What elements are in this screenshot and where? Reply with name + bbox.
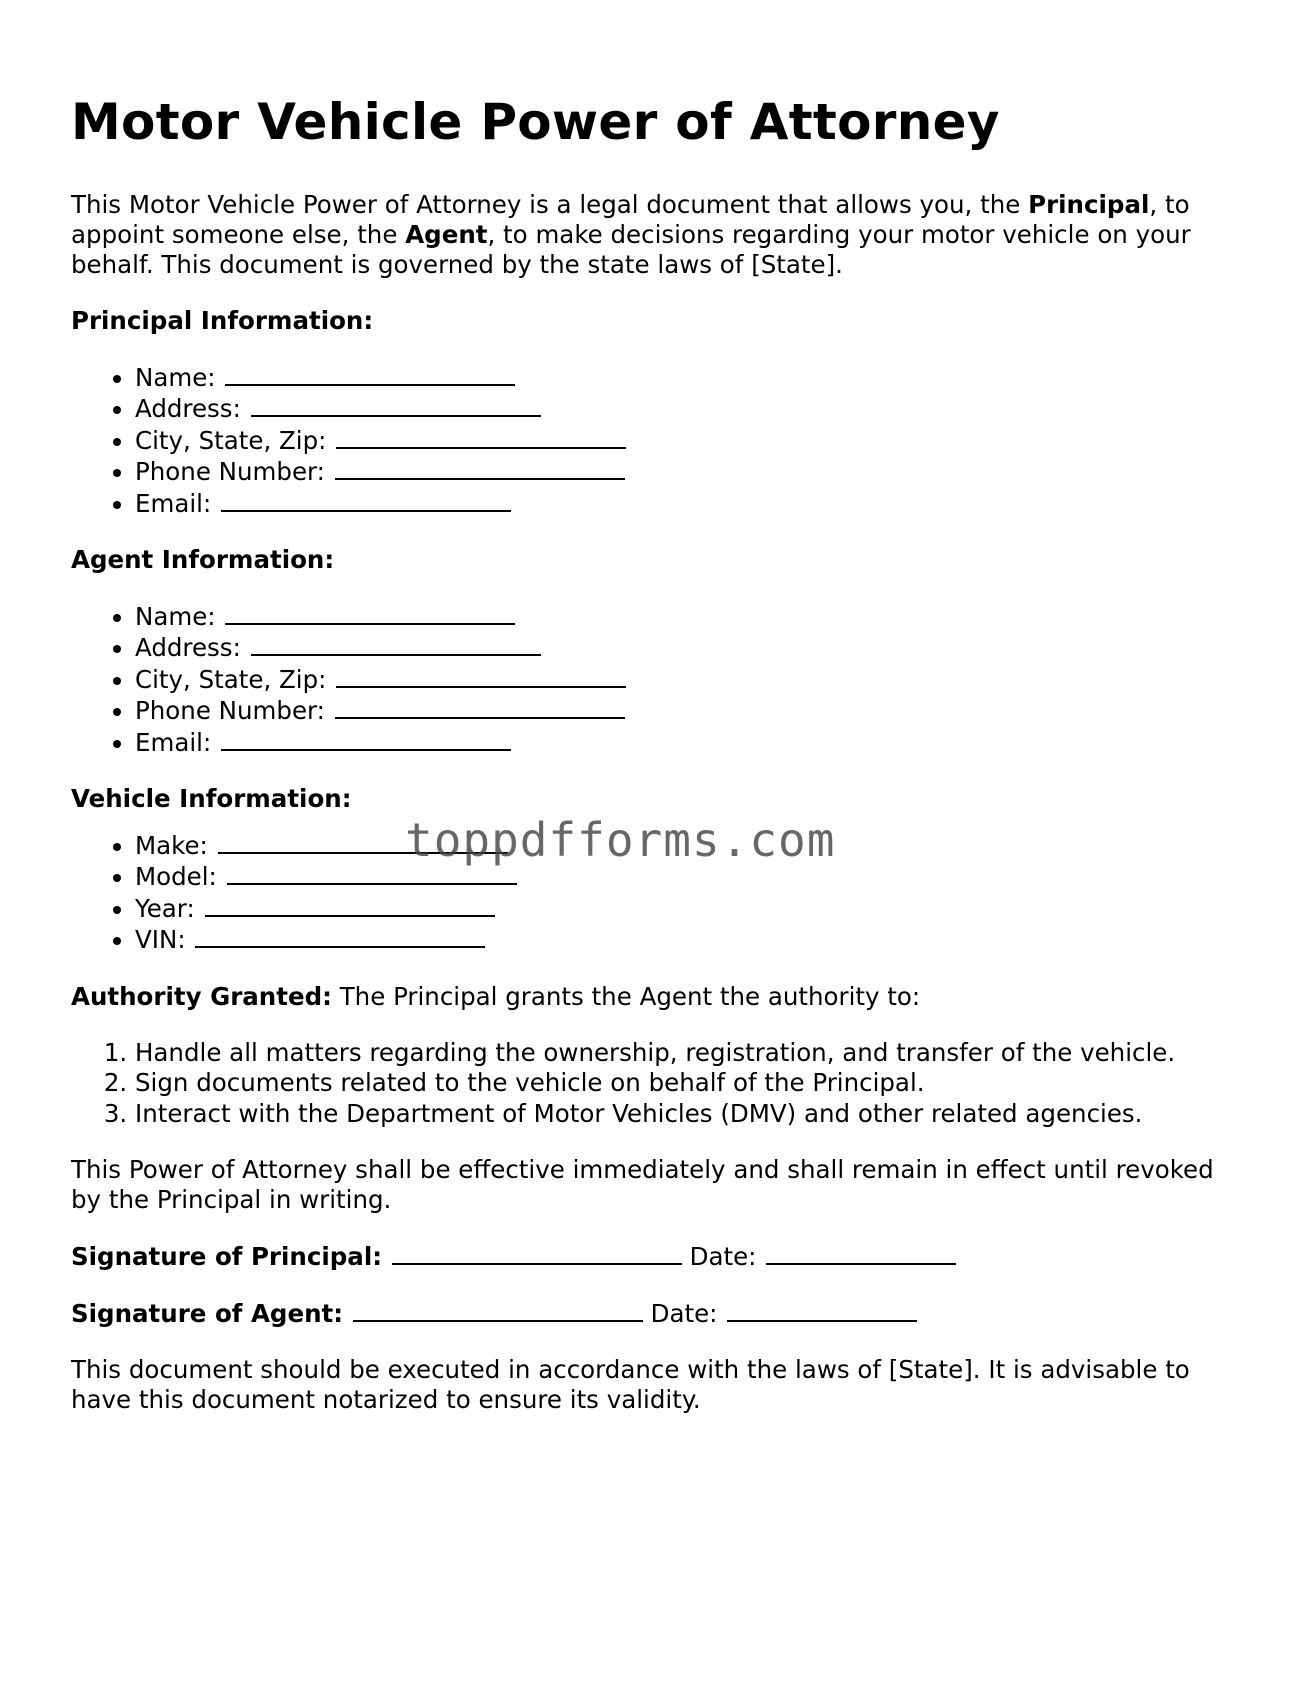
closing-paragraph: This document should be executed in accordance with the laws of [State]. It is advisable to have this document notarized to ensure its validity. [71, 1354, 1190, 1414]
principal-signature-line [71, 1241, 1241, 1272]
authority-heading: Authority Granted: [71, 981, 332, 1011]
authority-list [71, 1038, 1241, 1129]
intro-agent-term: Agent [405, 220, 488, 249]
principal-email-label: Email: [135, 488, 212, 518]
agent-email-item [135, 727, 1241, 758]
intro-principal-term: Principal [1028, 190, 1150, 219]
authority-item: 1. Handle all matters regarding the ownership, registration, and transfer of the vehicle. [135, 1038, 1241, 1068]
vehicle-year-label: Year: [135, 893, 195, 923]
authority-paragraph [71, 982, 1241, 1012]
agent-city-item [135, 664, 1241, 695]
vehicle-year-blank[interactable] [205, 893, 495, 917]
principal-city-label: City, State, Zip: [135, 425, 327, 455]
agent-name-blank[interactable] [225, 601, 515, 625]
effective-paragraph: This Power of Attorney shall be effective immediately and shall remain in effect until revoked by the Principal in writing. [71, 1154, 1214, 1214]
agent-address-blank[interactable] [251, 632, 541, 656]
agent-phone-blank[interactable] [335, 695, 625, 719]
agent-name-item [135, 601, 1241, 632]
vehicle-info-heading: Vehicle Information: [71, 784, 352, 814]
agent-email-label: Email: [135, 727, 212, 757]
principal-address-item [135, 393, 1241, 424]
principal-name-blank[interactable] [225, 362, 515, 386]
authority-lead: The Principal grants the Agent the authority to: [331, 981, 921, 1011]
principal-signature-blank[interactable] [392, 1241, 682, 1265]
agent-signature-blank[interactable] [353, 1298, 643, 1322]
agent-city-blank[interactable] [336, 664, 626, 688]
agent-phone-label: Phone Number: [135, 696, 325, 726]
principal-phone-item [135, 456, 1241, 487]
principal-address-label: Address: [135, 394, 241, 424]
document-title: Motor Vehicle Power of Attorney [71, 93, 1000, 151]
watermark-text: toppdfforms.com [405, 813, 836, 867]
vehicle-make-label: Make: [135, 831, 208, 861]
agent-signature-line [71, 1298, 1241, 1329]
authority-item: 2. Sign documents related to the vehicle on behalf of the Principal. [135, 1068, 1241, 1098]
agent-info-heading: Agent Information: [71, 545, 335, 575]
vehicle-model-label: Model: [135, 862, 217, 892]
vehicle-vin-blank[interactable] [195, 924, 485, 948]
agent-signature-label: Signature of Agent: [71, 1298, 344, 1328]
agent-address-label: Address: [135, 633, 241, 663]
principal-address-blank[interactable] [251, 393, 541, 417]
principal-date-blank[interactable] [766, 1241, 956, 1265]
agent-date-label: Date: [650, 1298, 718, 1328]
agent-name-label: Name: [135, 602, 216, 632]
principal-phone-label: Phone Number: [135, 457, 325, 487]
principal-name-item [135, 362, 1241, 393]
agent-phone-item [135, 695, 1241, 726]
intro-text-1: This Motor Vehicle Power of Attorney is a legal document that allows you, the [71, 190, 1029, 219]
vehicle-year-item [135, 893, 1241, 924]
agent-city-label: City, State, Zip: [135, 664, 327, 694]
principal-city-blank[interactable] [336, 425, 626, 449]
principal-name-label: Name: [135, 363, 216, 392]
principal-info-heading: Principal Information: [71, 306, 374, 335]
vehicle-vin-label: VIN: [135, 925, 186, 955]
principal-phone-blank[interactable] [335, 456, 625, 480]
agent-info-list [71, 601, 1241, 758]
intro-text-3: , to make decisions regarding your motor vehicle on your behalf. This document is governed by the state laws of [State]. [71, 220, 1191, 279]
principal-info-list [71, 362, 1241, 519]
principal-signature-label: Signature of Principal: [71, 1241, 383, 1271]
agent-email-blank[interactable] [221, 727, 511, 751]
principal-city-item [135, 425, 1241, 456]
intro-text-2: , to appoint someone else, the [71, 190, 1190, 249]
authority-item: 3. Interact with the Department of Motor Vehicles (DMV) and other related agencies. [135, 1099, 1241, 1129]
agent-address-item [135, 632, 1241, 663]
principal-date-label: Date: [689, 1241, 757, 1271]
intro-paragraph [71, 190, 1241, 280]
document-page [71, 0, 1241, 1415]
agent-date-blank[interactable] [727, 1298, 917, 1322]
principal-email-blank[interactable] [221, 488, 511, 512]
vehicle-vin-item [135, 924, 1241, 955]
principal-email-item [135, 488, 1241, 519]
